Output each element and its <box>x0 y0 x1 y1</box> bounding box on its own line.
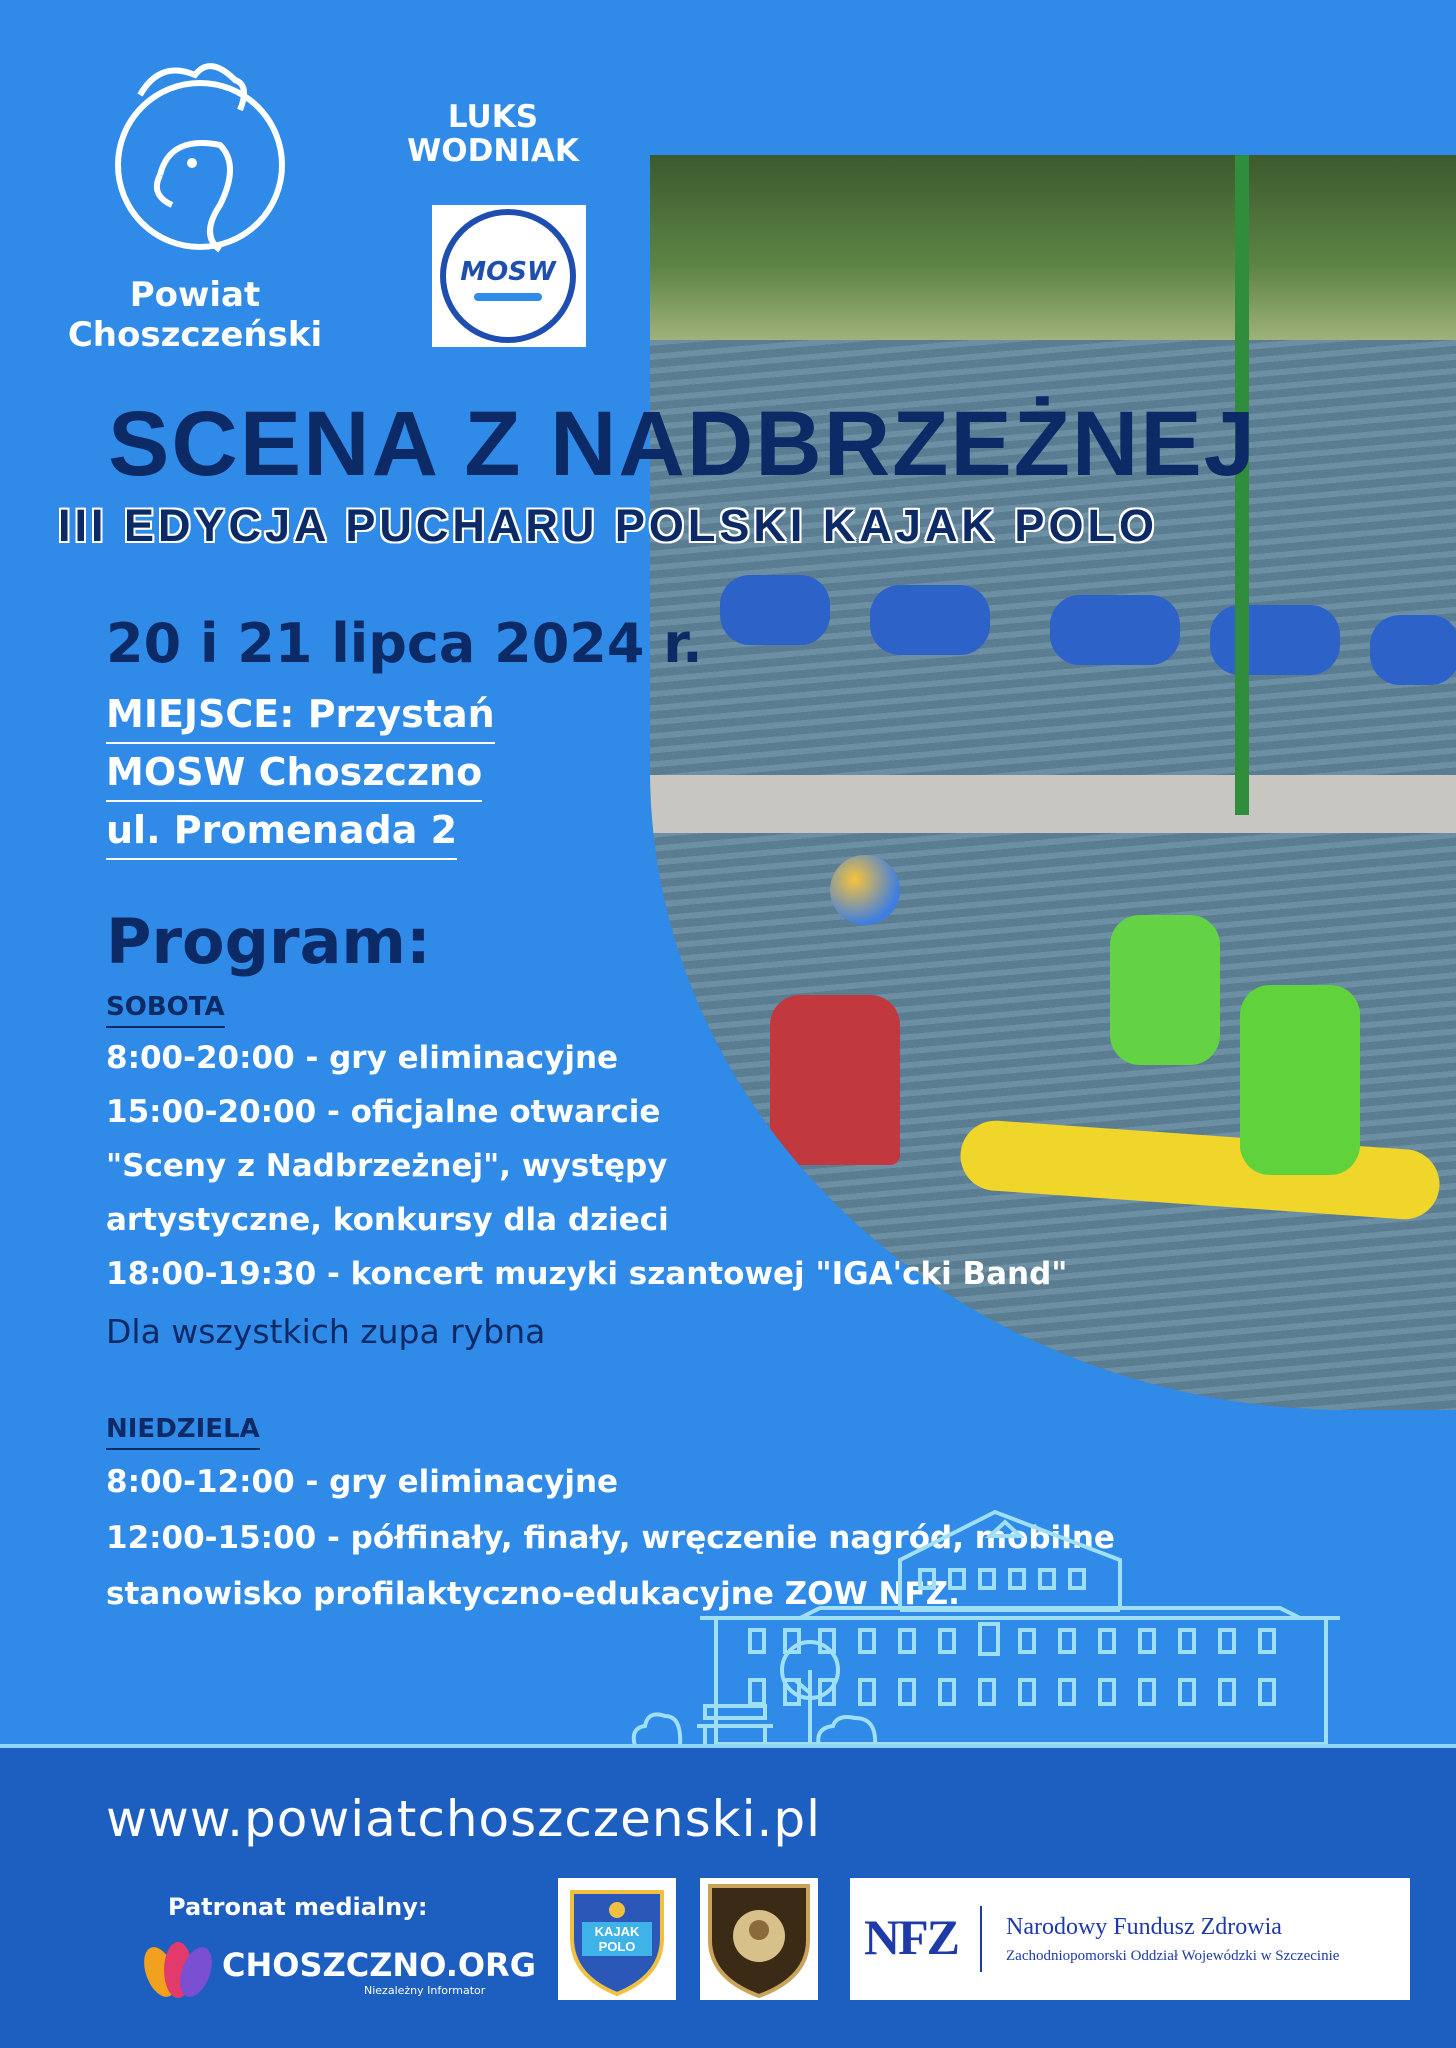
kajak-polo-shield-icon <box>558 1878 676 2000</box>
bench-icon <box>695 1700 775 1748</box>
event-subtitle: III EDYCJA PUCHARU POLSKI KAJAK POLO <box>58 500 1158 551</box>
event-date: 20 i 21 lipca 2024 r. <box>106 612 703 675</box>
powiat-name: Powiat Choszczeński <box>67 275 323 355</box>
place-line-1: MIEJSCE: Przystań <box>106 692 495 744</box>
saturday-note: Dla wszystkich zupa rybna <box>106 1312 546 1351</box>
sunday-line: 12:00-15:00 - półfinały, finały, wręczenie nagród, mobilne <box>106 1520 1115 1556</box>
patronat-label: Patronat medialny: <box>168 1893 428 1921</box>
event-title: SCENA Z NADBRZEŻNEJ <box>108 393 1257 495</box>
bush-icon <box>815 1712 880 1748</box>
bush-icon <box>630 1708 685 1748</box>
program-heading: Program: <box>106 905 431 978</box>
choszczno-org-logo: CHOSZCZNO.ORG Niezależny Informator <box>140 1930 470 2010</box>
sunday-line: stanowisko profilaktyczno-edukacyjne ZOW NFZ. <box>106 1576 960 1612</box>
website-link[interactable]: www.powiatchoszczenski.pl <box>106 1790 822 1848</box>
place-line-2: MOSW Choszczno <box>106 750 482 802</box>
saturday-line: 18:00-19:30 - koncert muzyki szantowej "IGA'cki Band" <box>106 1256 1068 1292</box>
choszczno-leaf-icon <box>140 1934 216 2004</box>
svg-text:POLO: POLO <box>598 1939 636 1954</box>
saturday-line: 8:00-20:00 - gry eliminacyjne <box>106 1040 619 1076</box>
nfz-logo: NFZ Narodowy Fundusz Zdrowia Zachodniopomorski Oddział Wojewódzki w Szczecinie <box>850 1878 1410 2000</box>
saturday-line: "Sceny z Nadbrzeżnej", występy <box>106 1148 668 1184</box>
luks-wodniak-label: LUKS WODNIAK <box>407 99 579 169</box>
school-logo <box>700 1878 818 2000</box>
place-line-3: ul. Promenada 2 <box>106 808 457 860</box>
mosw-emblem-icon: MOSW <box>440 209 576 343</box>
mosw-logo <box>432 205 586 347</box>
saturday-label: SOBOTA <box>106 992 225 1028</box>
sunday-label: NIEDZIELA <box>106 1414 260 1450</box>
school-shield-icon <box>700 1878 818 2000</box>
saturday-line: 15:00-20:00 - oficjalne otwarcie <box>106 1094 661 1130</box>
sunday-line: 8:00-12:00 - gry eliminacyjne <box>106 1464 619 1500</box>
saturday-line: artystyczne, konkursy dla dzieci <box>106 1202 669 1238</box>
svg-text:KAJAK: KAJAK <box>594 1924 640 1939</box>
footer-divider <box>0 1744 1456 1748</box>
eagle-icon <box>100 55 290 265</box>
kajak-polo-logo <box>558 1878 676 2000</box>
kayak-polo-photo <box>650 155 1456 1410</box>
